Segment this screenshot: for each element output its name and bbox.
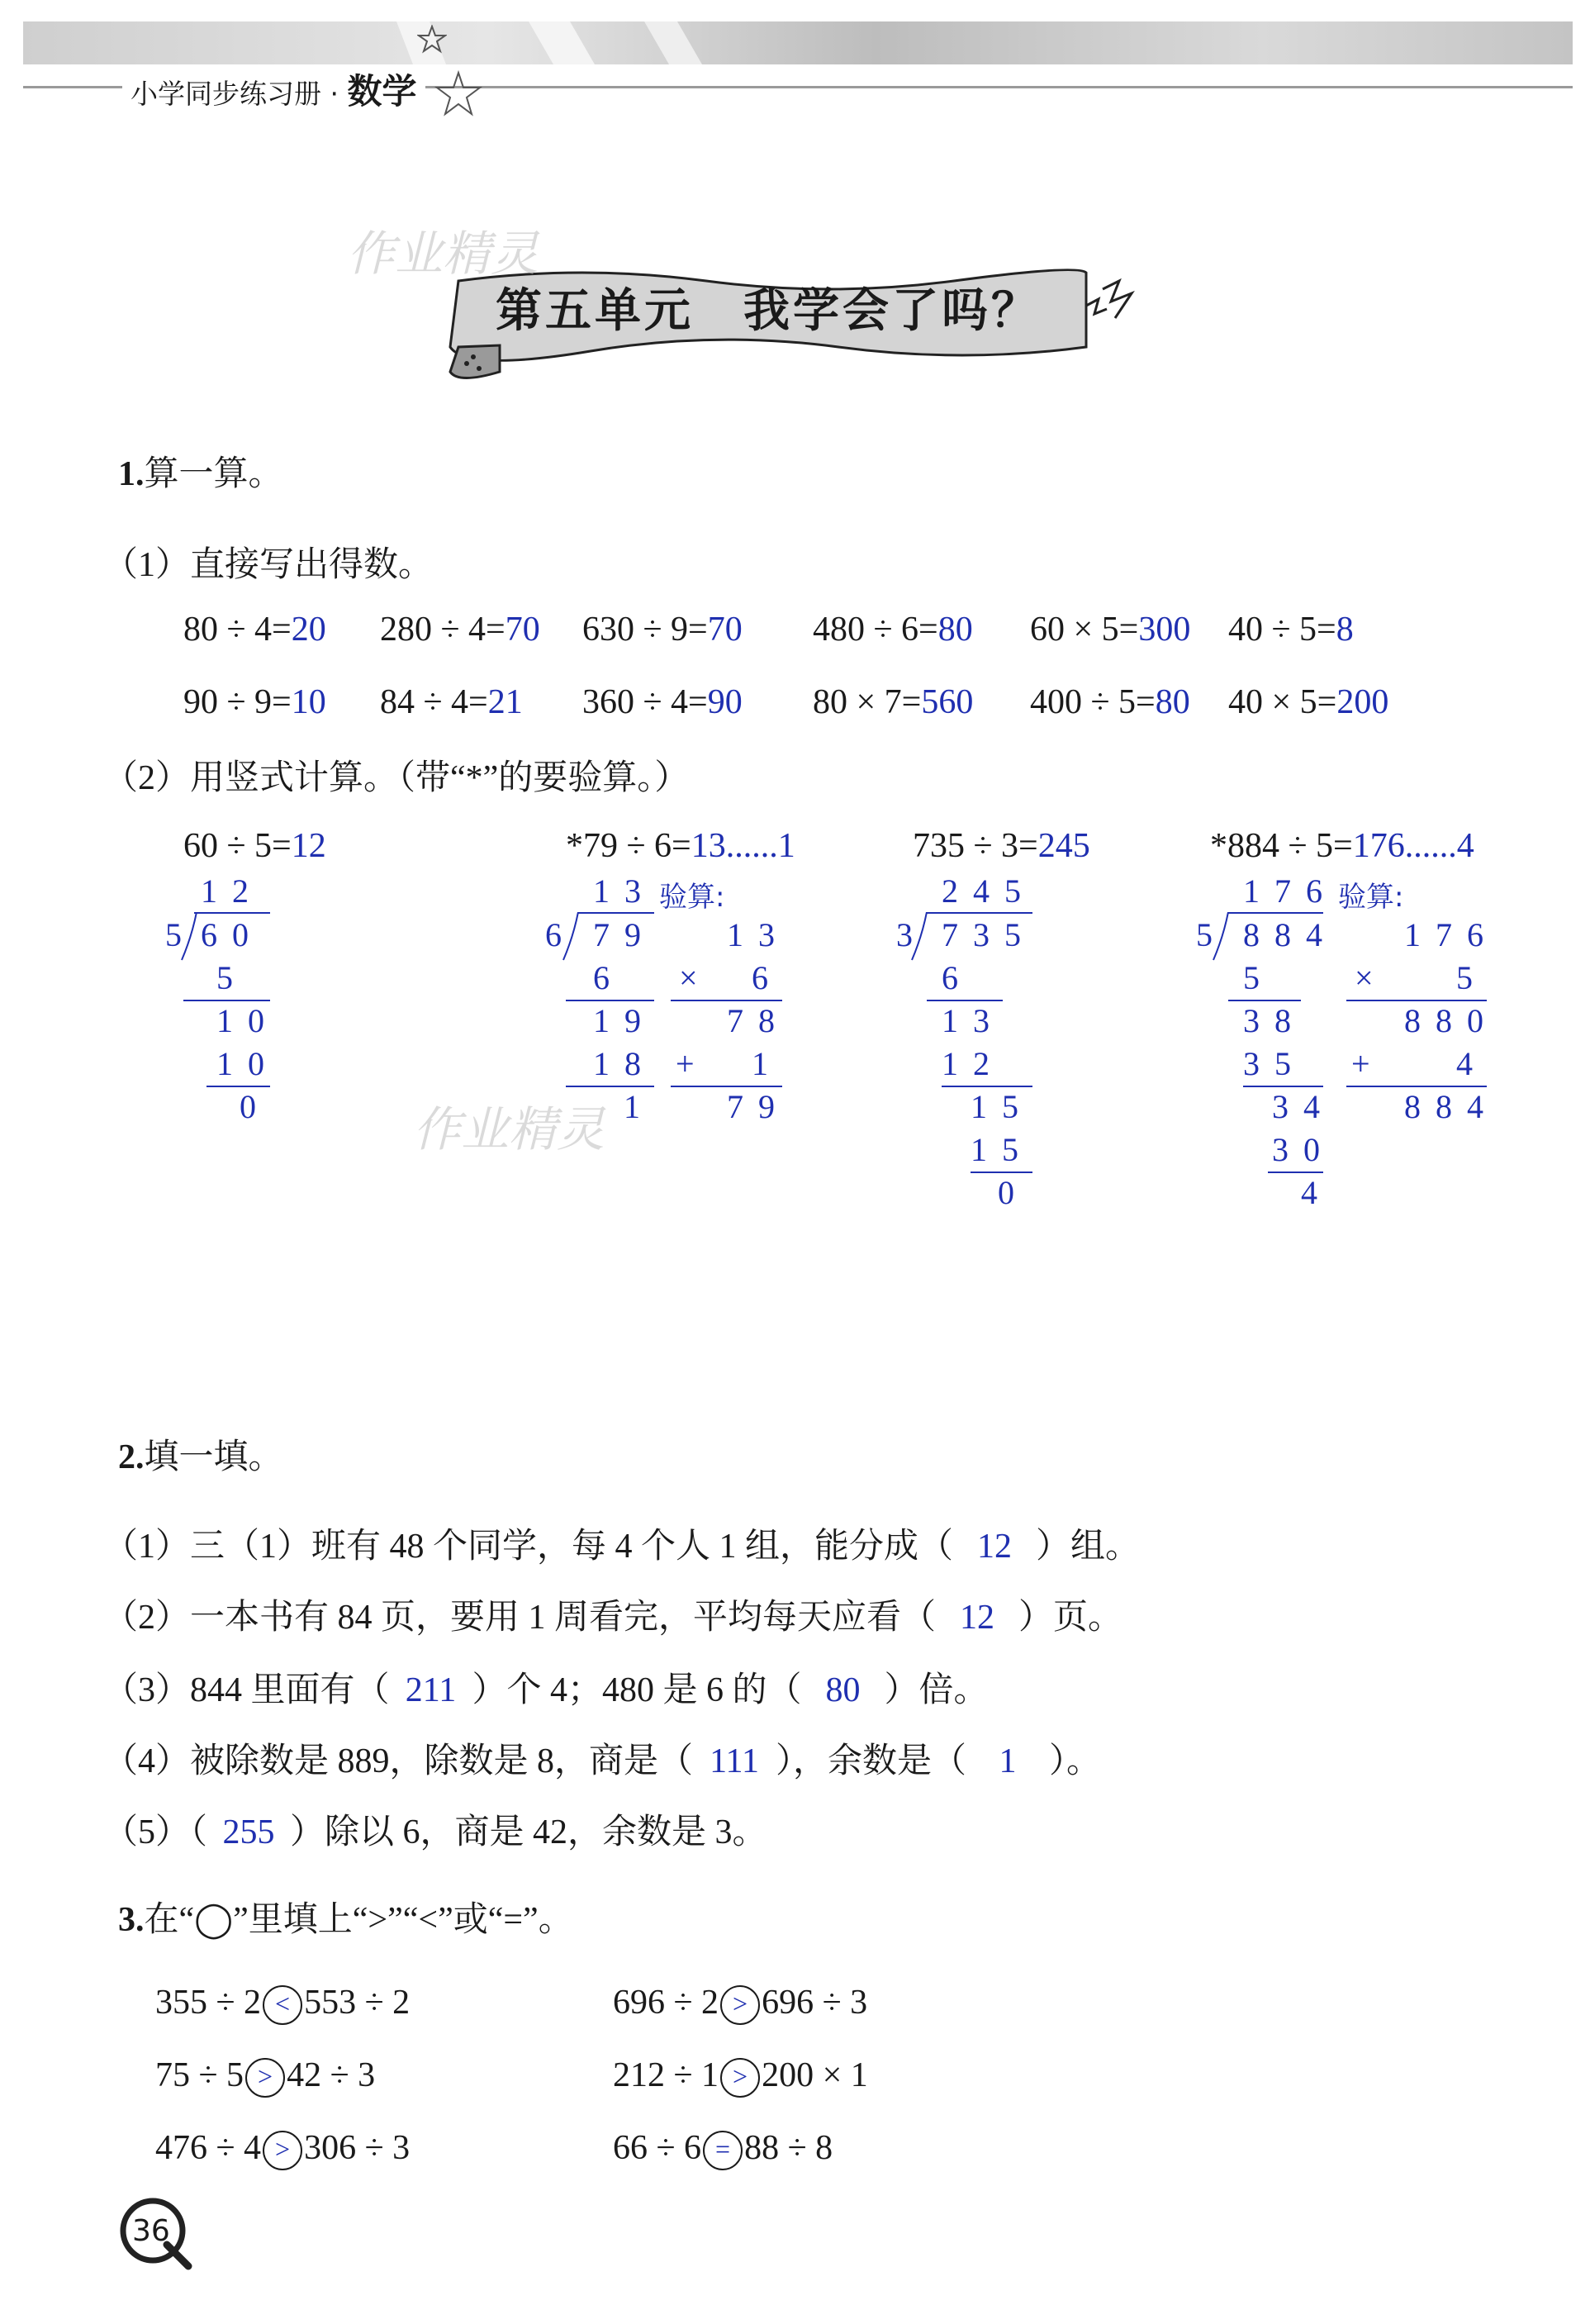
calc-item: 84 ÷ 4=21 (380, 683, 523, 721)
compare-item: 476 ÷ 4 > 306 ÷ 3 (155, 2128, 410, 2170)
p4-step: 4 (1301, 1174, 1332, 1211)
p4-check-val: 176 (1404, 916, 1498, 953)
p3-step: 15 (971, 1088, 1033, 1125)
problem-3-expr: 735 ÷ 3=245 (913, 827, 1090, 865)
compare-item: 696 ÷ 2 > 696 ÷ 3 (613, 1983, 867, 2025)
p1-step: 5 (216, 959, 248, 996)
compare-item: 212 ÷ 1 > 200 × 1 (613, 2055, 868, 2098)
compare-circle: > (245, 2058, 285, 2098)
p2-step: 6 (593, 959, 624, 996)
watermark-middle: 作业精灵 (413, 1101, 605, 1157)
header-series: 小学同步练习册 · (131, 78, 348, 110)
compare-circle: = (703, 2131, 743, 2170)
p3-bracket (910, 912, 930, 962)
p3-step: 6 (942, 959, 973, 996)
p1-step: 10 (216, 1045, 279, 1082)
p4-step: 5 (1243, 959, 1274, 996)
watermark-top: 作业精灵 (347, 226, 539, 282)
p2-check-val: 1 (752, 1045, 783, 1082)
p4-check-val: 4 (1456, 1045, 1488, 1082)
calc-item: 400 ÷ 5=80 (1030, 683, 1190, 721)
compare-circle: > (720, 1985, 760, 2025)
p4-step: 30 (1272, 1131, 1335, 1168)
p4-step: 35 (1243, 1045, 1306, 1082)
header-subject: 数学 (347, 71, 417, 112)
q2-item: （3）844 里面有（ 211 ）个 4；480 是 6 的（ 80 ）倍。 (103, 1671, 989, 1709)
compare-circle: > (720, 2058, 760, 2098)
p4-step: 34 (1272, 1088, 1335, 1125)
p2-check-label: 验算: (659, 881, 725, 914)
q2-item: （1）三（1）班有 48 个同学，每 4 个人 1 组，能分成（ 12 ）组。 (103, 1528, 1141, 1566)
calc-item: 480 ÷ 6=80 (813, 611, 973, 649)
p1-step: 10 (216, 1002, 279, 1039)
p2-step: 19 (593, 1002, 656, 1039)
p3-step: 15 (971, 1131, 1033, 1168)
p2-check-op: + (676, 1045, 710, 1082)
p2-check-val: 13 (727, 916, 790, 953)
p1-dividend: 60 (201, 916, 263, 953)
p2-dividend: 79 (593, 916, 656, 953)
q1-heading (118, 446, 283, 496)
problem-2-expr: *79 ÷ 6=13......1 (566, 827, 795, 865)
compare-item: 66 ÷ 6 = 88 ÷ 8 (613, 2128, 833, 2170)
p2-bracket (562, 912, 581, 962)
p3-quotient: 245 (942, 872, 1036, 910)
calc-item: 80 ÷ 4=20 (183, 611, 326, 649)
calc-item: 60 × 5=300 (1030, 611, 1191, 649)
p4-check-label: 验算: (1338, 881, 1404, 914)
p2-step: 18 (593, 1045, 656, 1082)
p4-check-val: 880 (1404, 1002, 1498, 1039)
p1-bracket (180, 912, 200, 962)
compare-item: 75 ÷ 5 > 42 ÷ 3 (155, 2055, 375, 2098)
problem-1-expr: 60 ÷ 5=12 (183, 827, 326, 865)
p4-bracket (1212, 912, 1232, 962)
calc-item: 360 ÷ 4=90 (582, 683, 743, 721)
p2-step: 1 (624, 1088, 655, 1125)
p4-quotient: 176 (1243, 872, 1337, 910)
p1-bar (194, 912, 270, 914)
p2-divisor: 6 (545, 916, 577, 953)
q3-number: 3. (118, 1901, 145, 1939)
calc-item: 80 × 7=560 (813, 683, 974, 721)
p1-step: 0 (240, 1088, 271, 1125)
q2-title: 填一填。 (144, 1438, 283, 1476)
q2-item: （2）一本书有 84 页，要用 1 周看完，平均每天应看（ 12 ）页。 (103, 1599, 1123, 1637)
p4-divisor: 5 (1196, 916, 1227, 953)
q1-part2-label: （2）用竖式计算。（带“*”的要验算。） (103, 759, 690, 797)
p4-check-val: 884 (1404, 1088, 1498, 1125)
p3-step: 0 (998, 1174, 1029, 1211)
calc-item: 40 ÷ 5=8 (1228, 611, 1354, 649)
compare-item: 355 ÷ 2 < 553 ÷ 2 (155, 1983, 410, 2025)
p3-dividend: 735 (942, 916, 1036, 953)
p4-check-op: × (1355, 959, 1388, 996)
q1-part1-label: （1）直接写出得数。 (103, 546, 434, 584)
p3-divisor: 3 (896, 916, 928, 953)
p2-check-val: 79 (727, 1088, 790, 1125)
page-number: 36 (132, 2214, 170, 2248)
q2-item: （4）被除数是 889，除数是 8，商是（ 111 ），余数是（ 1 ）。 (103, 1742, 1102, 1780)
calc-item: 630 ÷ 9=70 (582, 611, 743, 649)
q2-heading (118, 1429, 283, 1479)
q1-number: 1. (118, 455, 145, 493)
p2-quotient: 13 (593, 872, 656, 910)
p4-bar (1228, 912, 1323, 914)
small-star-icon (417, 25, 447, 55)
p1-divisor: 5 (165, 916, 197, 953)
p4-check-op: + (1351, 1045, 1385, 1082)
p3-step: 13 (942, 1002, 1004, 1039)
calc-item: 280 ÷ 4=70 (380, 611, 540, 649)
p3-bar (927, 912, 1032, 914)
q3-heading (118, 1892, 573, 1941)
q3-title: 在“◯”里填上“>”“<”或“=”。 (144, 1901, 573, 1939)
p2-check-val: 6 (752, 959, 783, 996)
p4-dividend: 884 (1243, 916, 1337, 953)
header-band (23, 21, 1573, 64)
banner-title: 第五单元 我学会了吗？ (496, 284, 1041, 338)
compare-circle: > (263, 2131, 302, 2170)
q2-item: （5）（ 255 ）除以 6，商是 42，余数是 3。 (103, 1813, 767, 1851)
p2-check-val: 78 (727, 1002, 790, 1039)
calc-item: 90 ÷ 9=10 (183, 683, 326, 721)
compare-circle: < (263, 1985, 302, 2025)
header-title (122, 64, 425, 114)
p2-bar (578, 912, 654, 914)
p3-step: 12 (942, 1045, 1004, 1082)
p2-check-op: × (679, 959, 713, 996)
q1-title: 算一算。 (144, 455, 283, 493)
p4-step: 38 (1243, 1002, 1306, 1039)
star-icon (434, 69, 483, 119)
calc-item: 40 × 5=200 (1228, 683, 1389, 721)
q2-number: 2. (118, 1438, 145, 1476)
p4-check-val: 5 (1456, 959, 1488, 996)
header-decoration (396, 21, 743, 64)
p1-quotient: 12 (201, 872, 263, 910)
problem-4-expr: *884 ÷ 5=176......4 (1210, 827, 1474, 865)
